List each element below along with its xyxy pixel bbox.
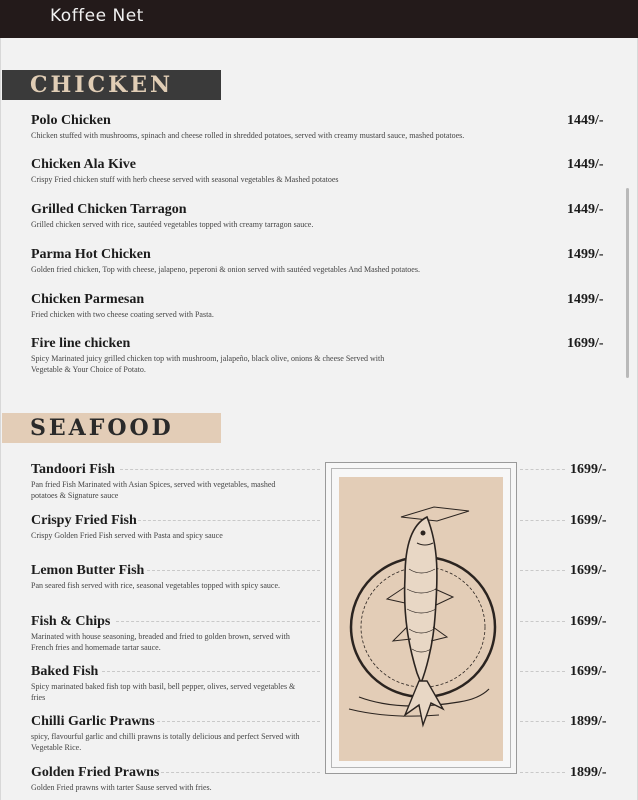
item-name: Golden Fried Prawns — [31, 765, 160, 780]
item-desc: Spicy Marinated juicy grilled chicken top with mushroom, jalapeño, black olive, onions & cheese Served with Vegetable & Your Choice of Potato. — [31, 354, 385, 374]
menu-item — [31, 247, 611, 275]
item-price: 1499/- — [567, 247, 604, 262]
dotted-leader — [520, 621, 565, 622]
menu-item — [31, 462, 296, 501]
item-price: 1699/- — [570, 614, 607, 629]
item-desc: spicy, flavourful garlic and chilli prawns is totally delicious and perfect Served with Vegetable Rice. — [31, 732, 300, 752]
section-title: SEAFOOD — [30, 415, 174, 441]
fish-illustration — [339, 477, 503, 761]
dotted-leader — [520, 469, 565, 470]
item-name: Chicken Parmesan — [31, 292, 145, 307]
item-desc: Golden Fried prawns with tarter Sause served with fries. — [31, 783, 212, 792]
app-header — [0, 0, 638, 38]
dotted-leader — [520, 520, 565, 521]
menu-item — [31, 714, 306, 753]
item-price: 1449/- — [567, 157, 604, 172]
item-desc: Marinated with house seasoning, breaded and fried to golden brown, served with French fries and homemade tartar sauce. — [31, 632, 290, 652]
menu-item — [31, 336, 411, 375]
item-name: Chilli Garlic Prawns — [31, 714, 155, 729]
item-price: 1499/- — [567, 292, 604, 307]
item-name: Crispy Fried Fish — [31, 513, 137, 528]
item-price: 1699/- — [570, 462, 607, 477]
item-desc: Crispy Fried chicken stuff with herb cheese served with seasonal vegetables & Mashed potatoes — [31, 175, 339, 184]
menu-item — [31, 614, 296, 653]
menu-item — [31, 664, 296, 703]
section-header-chicken — [2, 70, 221, 100]
item-price: 1899/- — [570, 765, 607, 780]
scrollbar[interactable] — [626, 188, 629, 378]
menu-item — [31, 563, 296, 591]
item-name: Grilled Chicken Tarragon — [31, 202, 187, 217]
item-price: 1449/- — [567, 113, 604, 128]
fish-illustration-frame — [325, 462, 517, 774]
menu-item — [31, 113, 611, 141]
item-desc: Golden fried chicken, Top with cheese, jalapeno, peperoni & onion served with sautéed vegetables And Mashed potatoes. — [31, 265, 420, 274]
item-price: 1699/- — [570, 664, 607, 679]
item-name: Parma Hot Chicken — [31, 247, 151, 262]
section-header-seafood — [2, 413, 221, 443]
item-desc: Fried chicken with two cheese coating served with Pasta. — [31, 310, 214, 319]
app-title: Koffee Net — [50, 6, 144, 26]
menu-item — [31, 157, 611, 185]
menu-item — [31, 765, 306, 793]
item-desc: Pan fried Fish Marinated with Asian Spices, served with vegetables, mashed potatoes & Signature sauce — [31, 480, 276, 500]
section-title: CHICKEN — [30, 72, 174, 98]
item-price: 1449/- — [567, 202, 604, 217]
dotted-leader — [520, 772, 565, 773]
item-desc: Grilled chicken served with rice, sautéed vegetables topped with creamy tarragon sauce. — [31, 220, 314, 229]
item-name: Baked Fish — [31, 664, 99, 679]
item-name: Fire line chicken — [31, 336, 131, 351]
item-price: 1699/- — [567, 336, 604, 351]
dotted-leader — [520, 570, 565, 571]
item-price: 1699/- — [570, 563, 607, 578]
item-name: Lemon Butter Fish — [31, 563, 145, 578]
item-desc: Spicy marinated baked fish top with basil, bell pepper, olives, served vegetables & fries — [31, 682, 296, 702]
item-name: Polo Chicken — [31, 113, 111, 128]
item-price: 1699/- — [570, 513, 607, 528]
menu-item — [31, 202, 611, 230]
item-name: Fish & Chips — [31, 614, 111, 629]
dotted-leader — [520, 671, 565, 672]
item-desc: Crispy Golden Fried Fish served with Pasta and spicy sauce — [31, 531, 223, 540]
dotted-leader — [520, 721, 565, 722]
item-name: Chicken Ala Kive — [31, 157, 137, 172]
menu-item — [31, 513, 296, 541]
item-price: 1899/- — [570, 714, 607, 729]
fish-plate-drawing — [339, 477, 503, 761]
item-desc: Pan seared fish served with rice, seasonal vegetables topped with spicy sauce. — [31, 581, 281, 590]
item-desc: Chicken stuffed with mushrooms, spinach and cheese rolled in shredded potatoes, served with creamy mustard sauce, mashed potatoes. — [31, 131, 465, 140]
menu-item — [31, 292, 611, 320]
item-name: Tandoori Fish — [31, 462, 115, 477]
